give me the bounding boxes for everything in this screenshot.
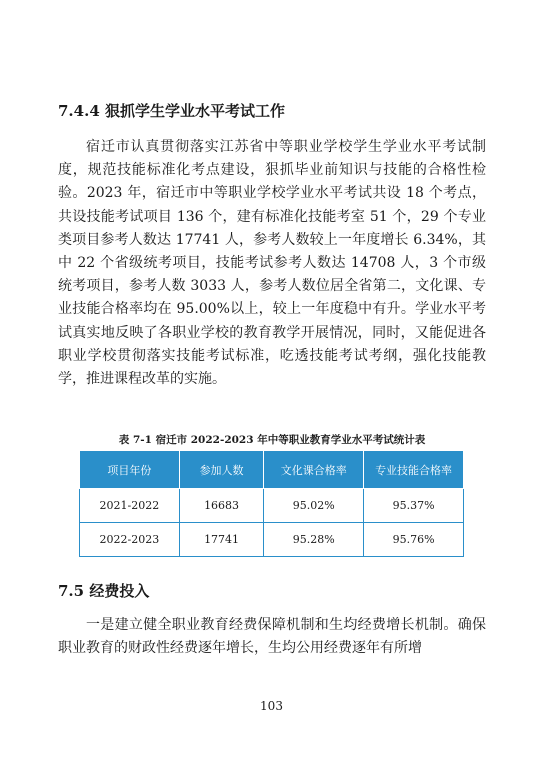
section-7-4-4-paragraph: 宿迁市认真贯彻落实江苏省中等职业学校学生学业水平考试制度，规范技能标准化考点建设，狠抓毕业前知识与技能的合格性检验。2023 年，宿迁市中等职业学校学业水平考试共设 18 个考点，共设技能考试项目 136 个，建有标准化技能考室 51 个，29 个专业类项目参考人数达 17741 人，参考人数较上一年度增长 6.34%，其中 22 个省级统考项目，技能考试参考人数达 14708 人，3 个市级统考项目，参考人数 3033 人，参考人数位居全省第二，文化课、专业技能合格率均在 95.00%以上，较上一年度稳中有升。学业水平考试真实地反映了各职业学校的教育教学开展情况，同时，又能促进各职业学校贯彻落实技能考试标准，吃透技能考试考纲，强化技能教学，推进课程改革的实施。 <box>58 139 486 388</box>
cell-year: 2021-2022 <box>80 489 180 523</box>
table-caption: 表 7-1 宿迁市 2022-2023 年中等职业教育学业水平考试统计表 <box>118 434 426 446</box>
cell-year: 2022-2023 <box>80 523 180 557</box>
header-project-year: 项目年份 <box>80 451 180 489</box>
cell-culture-pass-rate: 95.02% <box>264 489 364 523</box>
header-culture-pass-rate: 文化课合格率 <box>264 451 364 489</box>
header-skill-pass-rate: 专业技能合格率 <box>364 451 464 489</box>
cell-participants: 17741 <box>179 523 263 557</box>
cell-participants: 16683 <box>179 489 263 523</box>
cell-culture-pass-rate: 95.28% <box>264 523 364 557</box>
section-heading-7-4-4: 7.4.4 狠抓学生学业水平考试工作 <box>58 102 285 120</box>
section-heading-7-5: 7.5 经费投入 <box>58 582 150 600</box>
table-row <box>80 523 464 557</box>
exam-statistics-table <box>79 450 464 557</box>
cell-skill-pass-rate: 95.76% <box>364 523 464 557</box>
page-number: 103 <box>260 699 283 713</box>
cell-skill-pass-rate: 95.37% <box>364 489 464 523</box>
section-7-5-paragraph: 一是建立健全职业教育经费保障机制和生均经费增长机制。确保职业教育的财政性经费逐年增长，生均公用经费逐年有所增 <box>58 617 486 657</box>
table-row <box>80 489 464 523</box>
table-header-row <box>80 451 464 489</box>
header-participants: 参加人数 <box>179 451 263 489</box>
